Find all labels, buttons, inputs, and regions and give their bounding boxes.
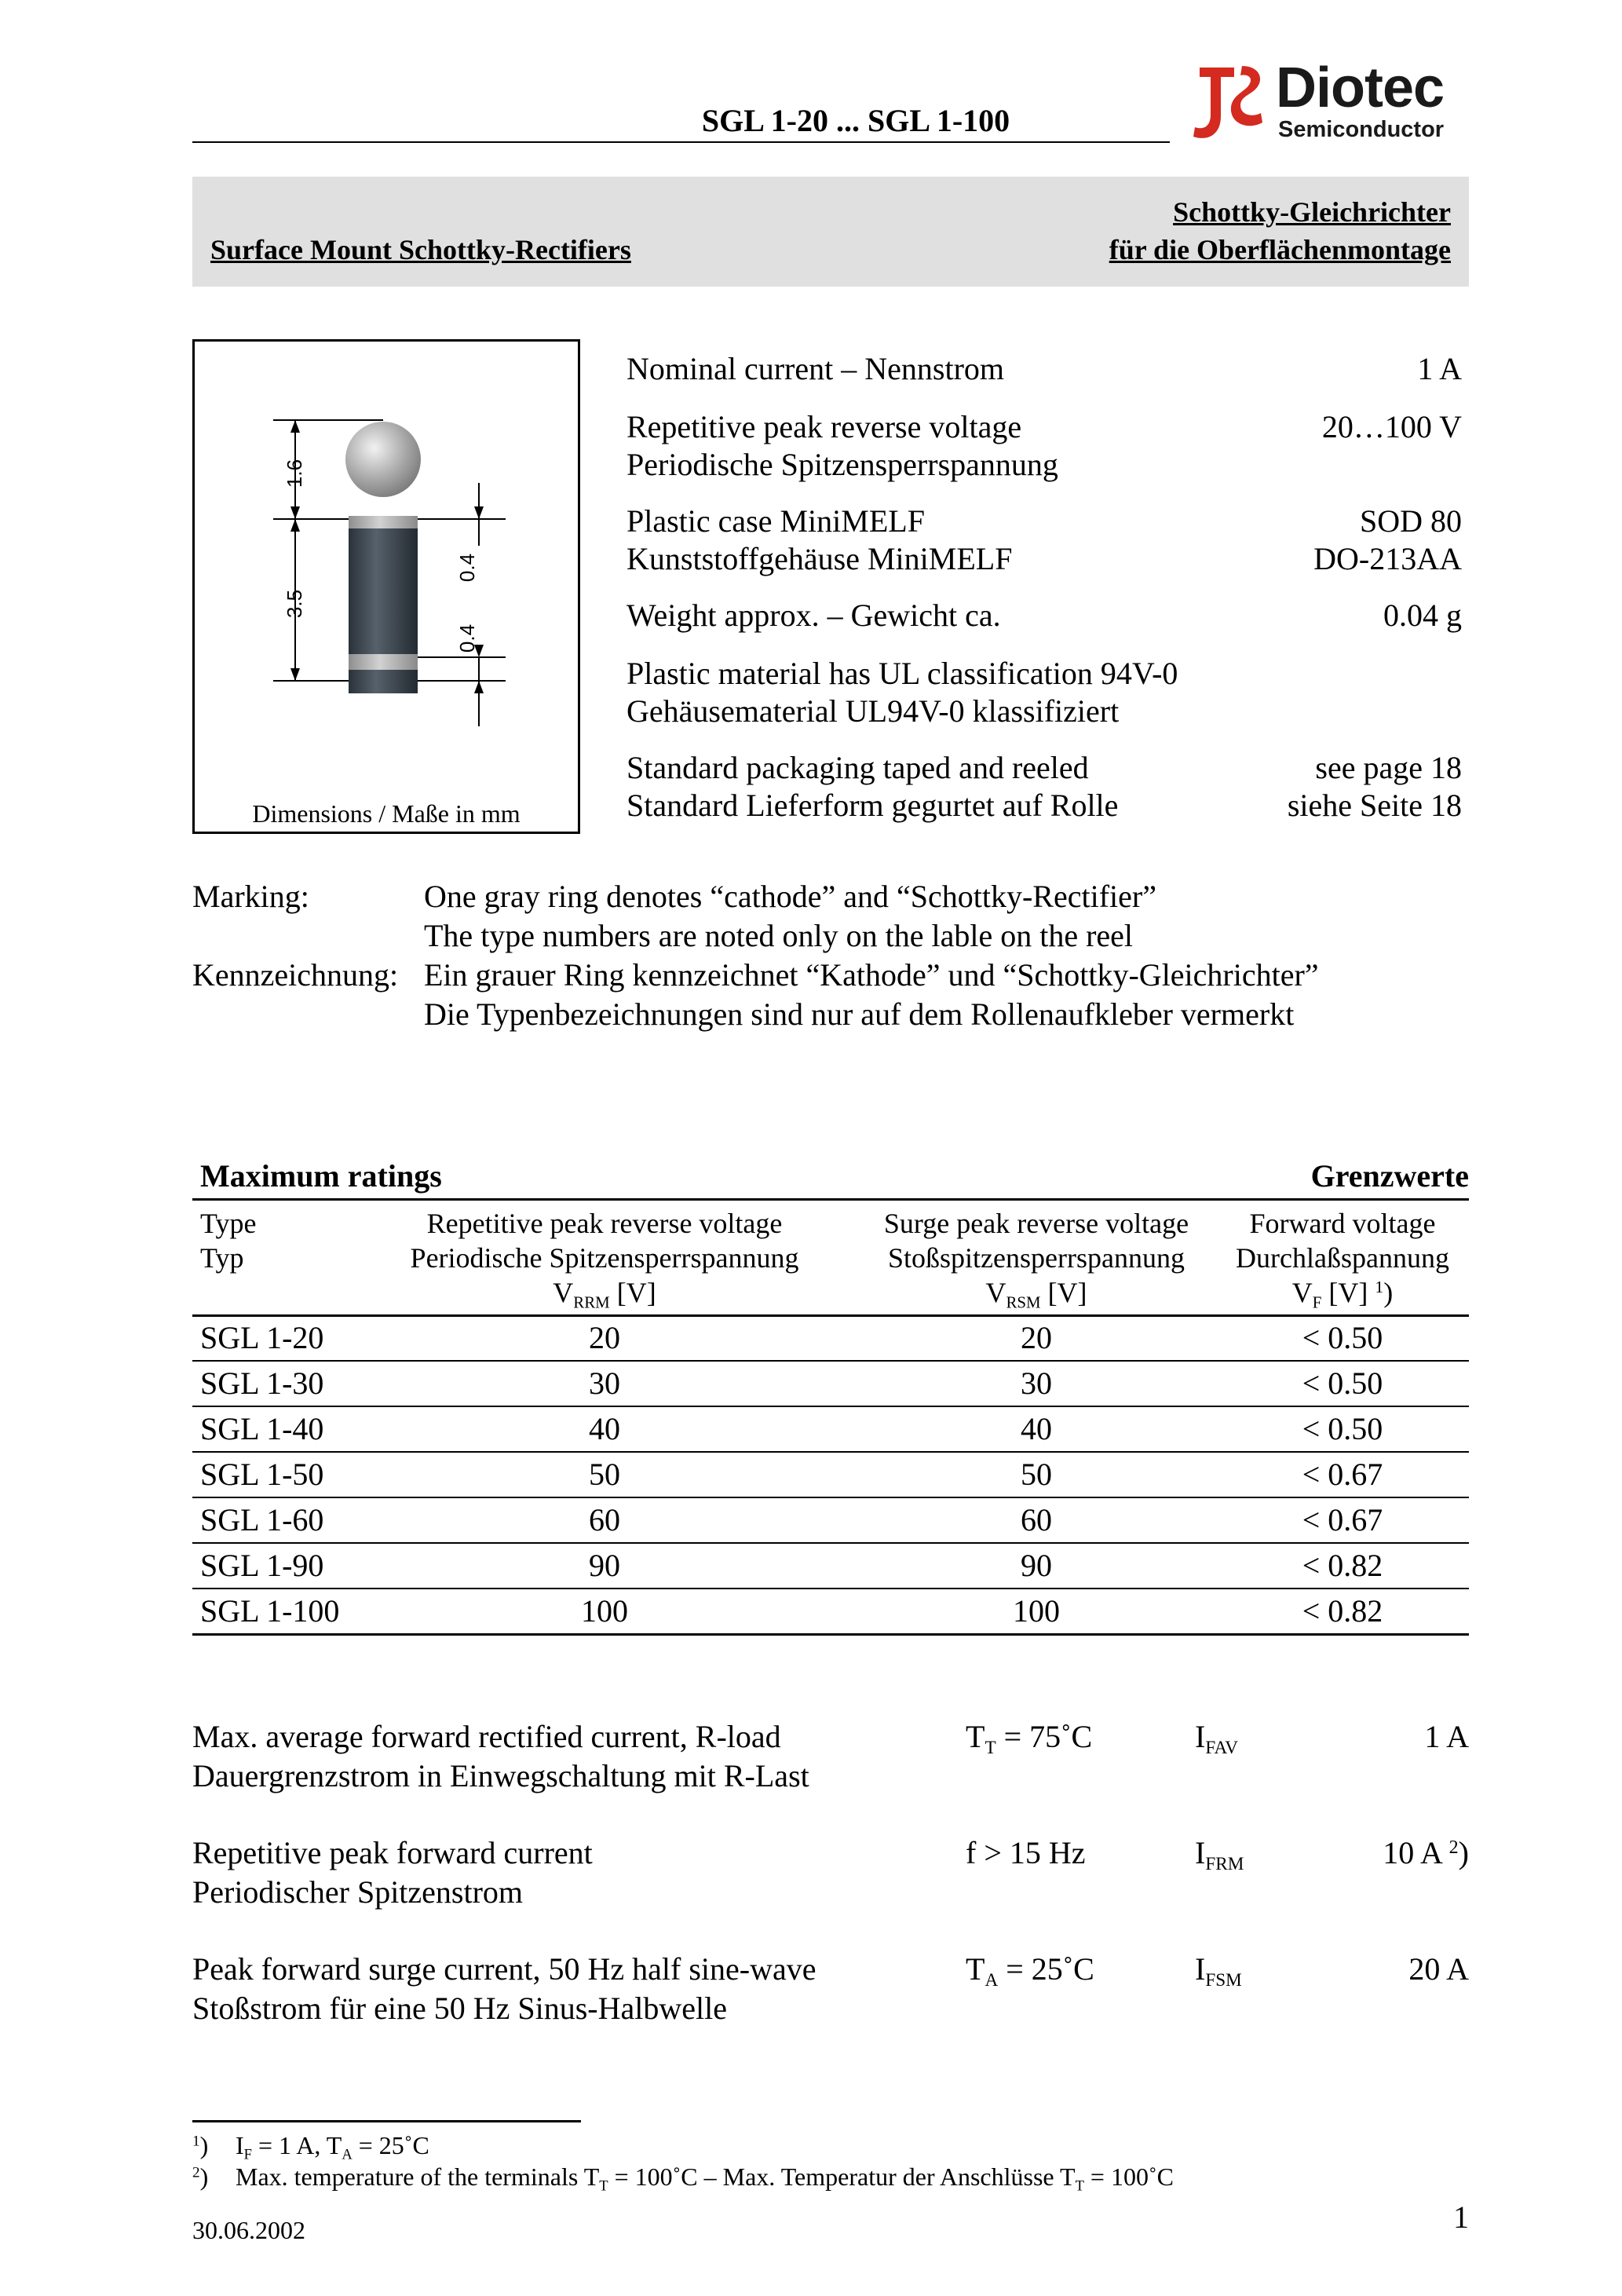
table-cell-vrsm: 100 (1013, 1593, 1060, 1629)
header-vf: Forward voltage (1249, 1208, 1436, 1239)
table-row-rule (192, 1451, 1469, 1453)
marking-line-1: One gray ring denotes “cathode” and “Schottky-Rectifier” (424, 879, 1156, 914)
header-vrrm-symbol: $V_{RRM}$ [V] (553, 1277, 656, 1312)
marking-line-3: Ein grauer Ring kennzeichnet “Kathode” und “Schottky-Gleichrichter” (424, 957, 1319, 993)
table-cell-vrsm: 90 (1021, 1548, 1052, 1583)
header-vrsm-de: Stoßspitzensperrspannung (888, 1242, 1185, 1274)
param-ifav-value: 1 A (1424, 1719, 1469, 1754)
table-row-rule (192, 1360, 1469, 1362)
param-ifrm-condition: f > 15 Hz (966, 1835, 1086, 1870)
cathode-ring (349, 654, 418, 670)
header-type-de: Typ (200, 1242, 244, 1274)
drawing-caption: Dimensions / Maße in mm (252, 799, 521, 828)
table-row-type: SGL 1-90 (200, 1548, 324, 1583)
spec-ul-classification: Plastic material has UL classification 94V-0 Gehäusematerial UL94V-0 klassifiziert (627, 656, 1178, 729)
table-cell-vf: < 0.50 (1302, 1411, 1383, 1446)
table-row-rule (192, 1497, 1469, 1498)
ratings-bottom-rule (192, 1633, 1469, 1636)
ratings-title: Maximum ratings (200, 1158, 442, 1194)
ratings-header-rule (192, 1314, 1469, 1317)
table-row-type: SGL 1-30 (200, 1366, 324, 1401)
dim-ring-top-label: 0.4 (455, 553, 479, 583)
dim-ring-bottom-label: 0.4 (455, 623, 479, 653)
table-row-type: SGL 1-60 (200, 1502, 324, 1537)
table-row-type: SGL 1-20 (200, 1320, 324, 1355)
table-row-rule (192, 1542, 1469, 1544)
param-ifrm-symbol: $I_{FRM}$ (1195, 1835, 1244, 1875)
table-cell-vrsm: 50 (1021, 1457, 1052, 1492)
table-cell-vrsm: 60 (1021, 1502, 1052, 1537)
table-cell-vrrm: 50 (589, 1457, 620, 1492)
spec-weight: Weight approx. – Gewicht ca. 0.04 g (627, 598, 1462, 633)
band-title-de-line2: für die Oberflächenmontage (1109, 234, 1451, 265)
spec-case: Plastic case MiniMELF Kunststoffgehäuse MiniMELF SOD 80 DO-213AA (627, 503, 1462, 576)
header-vf-de: Durchlaßspannung (1236, 1242, 1449, 1274)
footnote-2-marker: $^2$) (192, 2163, 209, 2191)
logo-wordmark: Diotec (1276, 57, 1445, 119)
marking-line-2: The type numbers are noted only on the lable on the reel (424, 918, 1134, 953)
table-cell-vrrm: 60 (589, 1502, 620, 1537)
header-vrrm: Repetitive peak reverse voltage (426, 1208, 783, 1239)
minimelf-drawing (195, 342, 578, 794)
param-ifav-condition: $T_T$ = 75˚C (966, 1719, 1093, 1759)
param-ifsm-label-de: Stoßstrom für eine 50 Hz Sinus-Halbwelle (192, 1991, 727, 2026)
table-row-type: SGL 1-50 (200, 1457, 324, 1492)
dim-body-label: 3.5 (283, 589, 306, 619)
ratings-title-de: Grenzwerte (1310, 1158, 1469, 1194)
header-vf-symbol: $V_F$ [V] $^1$) (1291, 1277, 1394, 1312)
header-vrsm-symbol: $V_{RSM}$ [V] (985, 1277, 1087, 1312)
header-type: Type (200, 1208, 257, 1239)
table-cell-vrrm: 100 (581, 1593, 628, 1629)
param-ifsm-symbol: $I_{FSM}$ (1195, 1951, 1242, 1991)
footnote-1-marker: $^1$) (192, 2131, 209, 2159)
param-ifsm-label: Peak forward surge current, 50 Hz half sine-wave (192, 1951, 816, 1987)
diotec-logo-icon (1185, 60, 1272, 148)
melf-ball (345, 422, 421, 497)
table-cell-vf: < 0.67 (1302, 1502, 1383, 1537)
dim-ball-label: 1.6 (283, 459, 306, 488)
logo-subtitle: Semiconductor (1278, 117, 1445, 142)
footnote-rule (192, 2120, 581, 2122)
param-ifrm-label: Repetitive peak forward current (192, 1835, 593, 1870)
band-title-de-line1: Schottky-Gleichrichter (1173, 196, 1451, 228)
header-vrsm: Surge peak reverse voltage (883, 1208, 1189, 1239)
ratings-top-rule (192, 1198, 1469, 1201)
table-cell-vf: < 0.67 (1302, 1457, 1383, 1492)
table-cell-vrrm: 20 (589, 1320, 620, 1355)
table-cell-vrsm: 30 (1021, 1366, 1052, 1401)
document-title: SGL 1-20 ... SGL 1-100 (701, 103, 1010, 138)
table-cell-vf: < 0.82 (1302, 1593, 1383, 1629)
page-number: 1 (1453, 2199, 1469, 2235)
table-cell-vrrm: 90 (589, 1548, 620, 1583)
param-ifav-symbol: $I_{FAV}$ (1195, 1719, 1239, 1759)
table-cell-vf: < 0.82 (1302, 1548, 1383, 1583)
param-ifsm-value: 20 A (1408, 1951, 1469, 1987)
table-row-rule (192, 1406, 1469, 1407)
table-row-rule (192, 1588, 1469, 1589)
title-band (192, 177, 1469, 287)
marking-label: Marking: (192, 879, 309, 914)
band-title-en: Surface Mount Schottky-Rectifiers (210, 234, 631, 265)
param-ifsm-condition: $T_A$ = 25˚C (966, 1951, 1094, 1991)
table-row-type: SGL 1-100 (200, 1593, 340, 1629)
param-ifrm-label-de: Periodischer Spitzenstrom (192, 1874, 524, 1910)
param-ifav-label-de: Dauergrenzstrom in Einwegschaltung mit R-Last (192, 1758, 809, 1793)
footnote-1-text: $I_F = 1$ A, $T_A$ = 25˚C (236, 2131, 429, 2163)
table-cell-vf: < 0.50 (1302, 1320, 1383, 1355)
table-cell-vrsm: 20 (1021, 1320, 1052, 1355)
footer-date: 30.06.2002 (192, 2216, 305, 2244)
kennzeichnung-label: Kennzeichnung: (192, 957, 399, 993)
spec-reverse-voltage: Repetitive peak reverse voltage Periodische Spitzensperrspannung 20…100 V (627, 409, 1462, 482)
table-cell-vrrm: 30 (589, 1366, 620, 1401)
footnote-2-text: Max. temperature of the terminals $T_T$ = 100˚C – Max. Temperatur der Anschlüsse $T_T$ = 100˚C (236, 2163, 1174, 2195)
spec-nominal-current: Nominal current – Nennstrom 1 A (627, 351, 1462, 386)
melf-top-cap (349, 516, 418, 528)
header-vrrm-de: Periodische Spitzensperrspannung (410, 1242, 799, 1274)
param-ifrm-value: 10 A $^2$) (1383, 1835, 1469, 1870)
table-row-type: SGL 1-40 (200, 1411, 324, 1446)
param-ifav-label: Max. average forward rectified current, R-load (192, 1719, 781, 1754)
table-cell-vrsm: 40 (1021, 1411, 1052, 1446)
table-cell-vf: < 0.50 (1302, 1366, 1383, 1401)
title-rule (192, 141, 1170, 143)
table-cell-vrrm: 40 (589, 1411, 620, 1446)
marking-line-4: Die Typenbezeichnungen sind nur auf dem Rollenaufkleber vermerkt (424, 996, 1295, 1032)
spec-packaging: Standard packaging taped and reeled Standard Lieferform gegurtet auf Rolle see page 18 siehe Seite 18 (627, 750, 1462, 823)
